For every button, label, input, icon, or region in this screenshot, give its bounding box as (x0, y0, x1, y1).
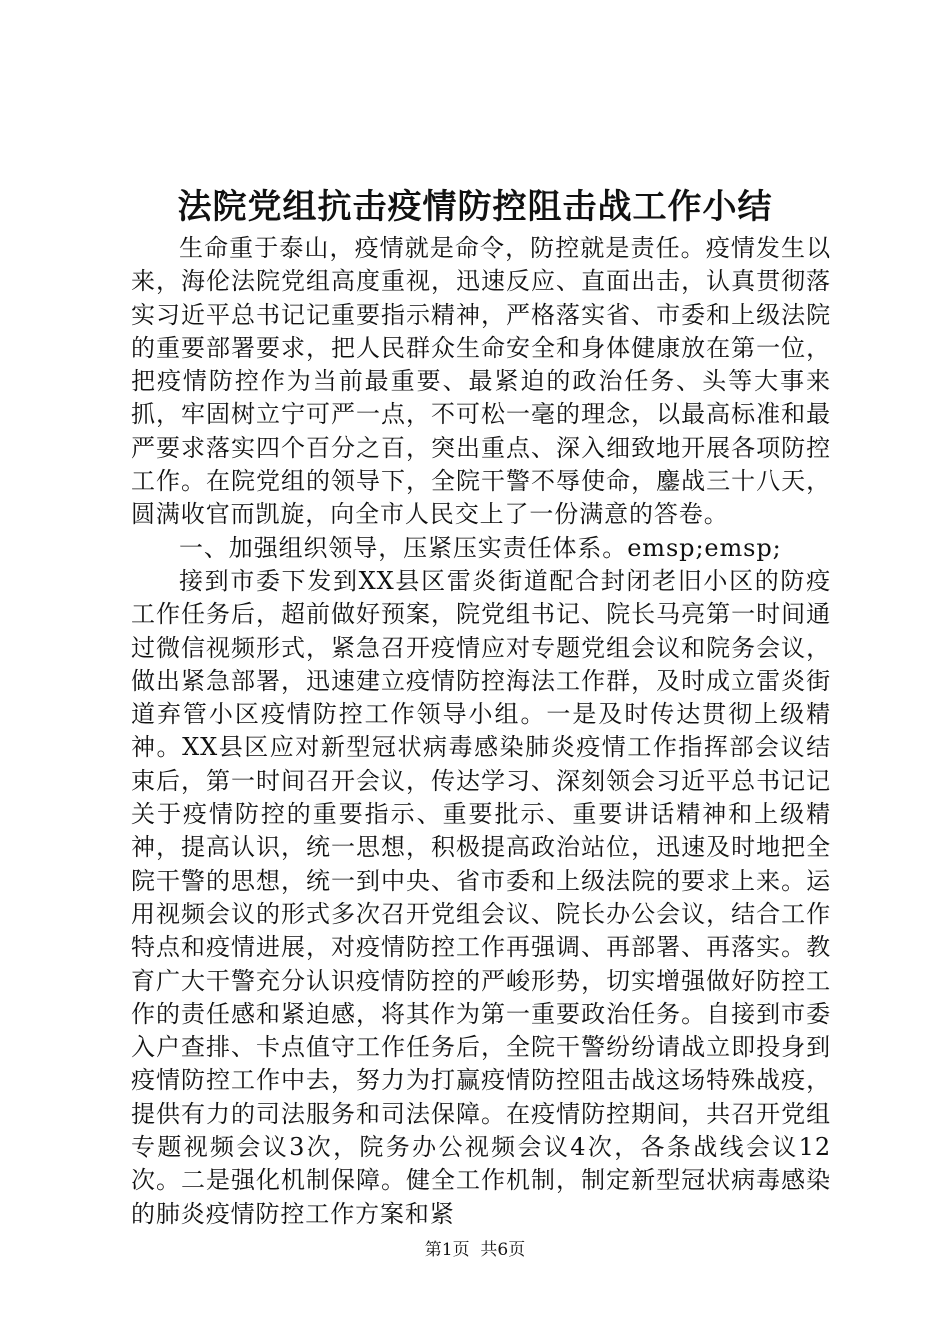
section-heading-1: 一、加强组织领导，压紧压实责任体系。emsp;emsp; (179, 533, 782, 562)
paragraph-section-1: 接到市委下发到XX县区雷炎街道配合封闭老旧小区的防疫工作任务后，超前做好预案，院党组书记、院长马亮第一时间通过微信视频形式，紧急召开疫情应对专题党组会议和院务会议，做出紧急部署，迅速建立疫情防控海法工作群，及时成立雷炎街道弃管小区疫情防控工作领导小组。一是及时传达贯彻上级精神。XX县区应对新型冠状病毒感染肺炎疫情工作指挥部会议结束后，第一时间召开会议，传达学习、深刻领会习近平总书记记关于疫情防控的重要指示、重要批示、重要讲话精神和上级精神，提高认识，统一思想，积极提高政治站位，迅速及时地把全院干警的思想，统一到中央、省市委和上级法院的要求上来。运用视频会议的形式多次召开党组会议、院长办公会议，结合工作特点和疫情进展，对疫情防控工作再强调、再部署、再落实。教育广大干警充分认识疫情防控的严峻形势，切实增强做好防控工作的责任感和紧迫感，将其作为第一重要政治任务。自接到市委入户查排、卡点值守工作任务后，全院干警纷纷请战立即投身到疫情防控工作中去，努力为打赢疫情防控阻击战这场特殊战疫，提供有力的司法服务和司法保障。在疫情防控期间，共召开党组专题视频会议3次，院务办公视频会议4次，各条战线会议12次。二是强化机制保障。健全工作机制，制定新型冠状病毒感染的肺炎疫情防控工作方案和紧 (131, 566, 831, 1228)
document-title: 法院党组抗击疫情防控阻击战工作小结 (177, 187, 773, 227)
document-body (131, 232, 831, 1231)
page-number: 第1页 共6页 (424, 1240, 526, 1260)
paragraph-intro: 生命重于泰山，疫情就是命令，防控就是责任。疫情发生以来，海伦法院党组高度重视，迅速反应、直面出击，认真贯彻落实习近平总书记记重要指示精神，严格落实省、市委和上级法院的重要部署要求，把人民群众生命安全和身体健康放在第一位，把疫情防控作为当前最重要、最紧迫的政治任务、头等大事来抓，牢固树立宁可严一点，不可松一毫的理念，以最高标准和最严要求落实四个百分之百，突出重点、深入细致地开展各项防控工作。在院党组的领导下，全院干警不辱使命，鏖战三十八天，圆满收官而凯旋，向全市人民交上了一份满意的答卷。 (131, 234, 831, 529)
page-footer (0, 1238, 950, 1262)
